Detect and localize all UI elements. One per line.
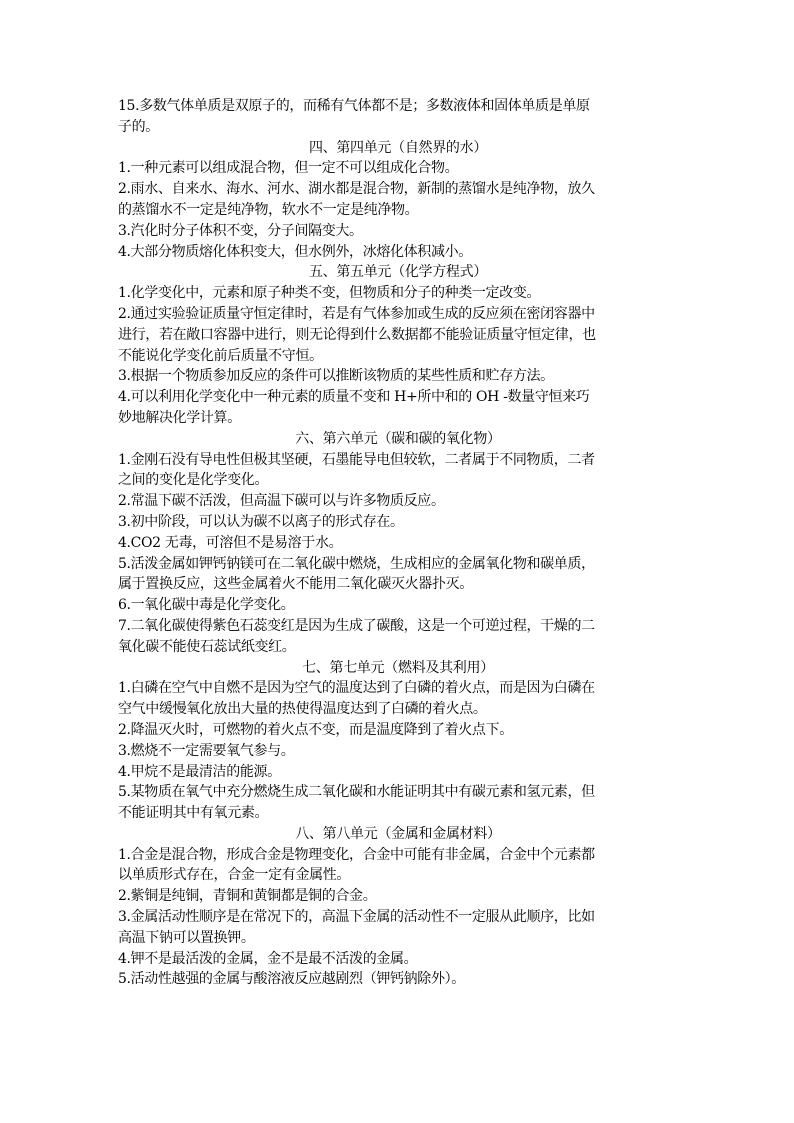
section-line: 2.通过实验验证质量守恒定律时，若是有气体参加或生成的反应须在密闭容器中: [118, 305, 595, 322]
section-line: 2.常温下碳不活泼，但高温下碳可以与许多物质反应。: [118, 493, 445, 510]
section-line: 4.可以利用化学变化中一种元素的质量不变和 H+所中和的 OH -数量守恒来巧: [118, 389, 590, 406]
section-line: 4.CO2 无毒，可溶但不是易溶于水。: [118, 534, 343, 551]
section-line: 的蒸馏水不一定是纯净物，软水不一定是纯净物。: [118, 201, 419, 218]
section-line: 4.大部分物质熔化体积变大，但水例外，冰熔化体积减小。: [118, 243, 472, 260]
intro-line: 子的。: [118, 118, 159, 135]
section-line: 3.初中阶段，可以认为碳不以离子的形式存在。: [118, 513, 404, 530]
section-line: 之间的变化是化学变化。: [118, 472, 269, 489]
section-line: 不能证明其中有氧元素。: [118, 805, 269, 822]
section-line: 2.雨水、自来水、海水、河水、湖水都是混合物，新制的蒸馏水是纯净物，放久: [118, 181, 595, 198]
section-line: 4.甲烷不是最清洁的能源。: [118, 763, 281, 780]
section-line: 5.活动性越强的金属与酸溶液反应越剧烈（钾钙钠除外）。: [118, 971, 465, 988]
section-line: 1.合金是混合物，形成合金是物理变化，合金中可能有非金属，合金中个元素都: [118, 846, 595, 863]
section-heading: 八、第八单元（金属和金属材料）: [295, 825, 501, 842]
section-line: 2.紫铜是纯铜，青铜和黄铜都是铜的合金。: [118, 888, 377, 905]
section-line: 以单质形式存在，合金一定有金属性。: [118, 867, 351, 884]
section-line: 妙地解决化学计算。: [118, 409, 241, 426]
section-heading: 七、第七单元（燃料及其利用）: [302, 659, 494, 676]
section-line: 1.金刚石没有导电性但极其坚硬，石墨能导电但较软，二者属于不同物质，二者: [118, 451, 595, 468]
section-line: 1.一种元素可以组成混合物，但一定不可以组成化合物。: [118, 160, 459, 177]
section-line: 3.金属活动性顺序是在常况下的，高温下金属的活动性不一定服从此顺序，比如: [118, 909, 595, 926]
section-line: 进行，若在敞口容器中进行，则无论得到什么数据都不能验证质量守恒定律，也: [118, 326, 596, 343]
section-line: 7.二氧化碳使得紫色石蕊变红是因为生成了碳酸，这是一个可逆过程，干燥的二: [118, 617, 595, 634]
section-line: 1.化学变化中，元素和原子种类不变，但物质和分子的种类一定改变。: [118, 285, 541, 302]
section-heading: 四、第四单元（自然界的水）: [308, 139, 488, 156]
section-line: 2.降温灭火时，可燃物的着火点不变，而是温度降到了着火点下。: [118, 721, 513, 738]
document-page: [118, 96, 678, 990]
section-line: 属于置换反应，这些金属着火不能用二氧化碳灭火器扑灭。: [118, 576, 473, 593]
section-line: 空气中缓慢氧化放出大量的热使得温度达到了白磷的着火点。: [118, 701, 487, 718]
section-line: 4.钾不是最活泼的金属，金不是最不活泼的金属。: [118, 950, 418, 967]
section-line: 5.某物质在氧气中充分燃烧生成二氧化碳和水能证明其中有碳元素和氢元素，但: [118, 784, 595, 801]
section-line: 6.一氧化碳中毒是化学变化。: [118, 597, 295, 614]
section-line: 3.根据一个物质参加反应的条件可以推断该物质的某些性质和贮存方法。: [118, 368, 554, 385]
section-line: 3.燃烧不一定需要氧气参与。: [118, 742, 295, 759]
section-line: 不能说化学变化前后质量不守恒。: [118, 347, 323, 364]
section-line: 氧化碳不能使石蕊试纸变红。: [118, 638, 296, 655]
intro-line: 15.多数气体单质是双原子的，而稀有气体都不是；多数液体和固体单质是单原: [118, 98, 590, 114]
section-line: 1.白磷在空气中自燃不是因为空气的温度达到了白磷的着火点，而是因为白磷在: [118, 680, 595, 697]
section-heading: 五、第五单元（化学方程式）: [308, 264, 488, 281]
section-line: 3.汽化时分子体积不变，分子间隔变大。: [118, 222, 363, 239]
section-line: 5.活泼金属如钾钙钠镁可在二氧化碳中燃烧，生成相应的金属氧化物和碳单质，: [118, 555, 595, 572]
section-line: 高温下钠可以置换钾。: [118, 929, 255, 946]
section-heading: 六、第六单元（碳和碳的氧化物）: [295, 430, 501, 447]
